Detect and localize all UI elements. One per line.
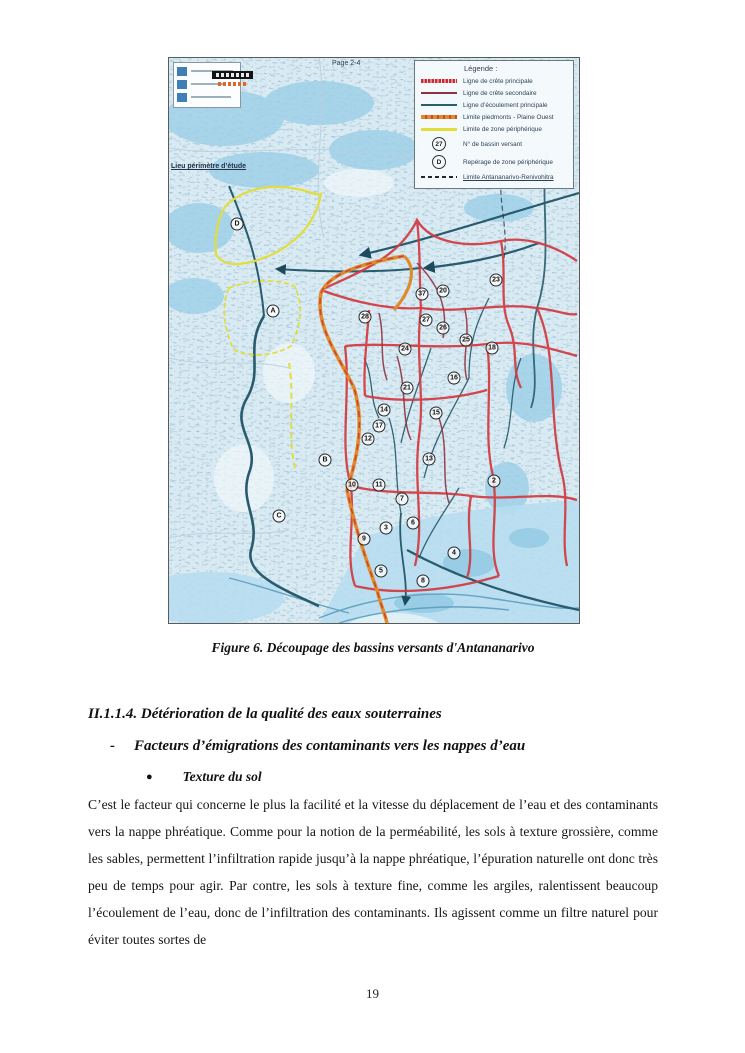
legend-item-label: Limite piedmonts - Plaine Ouest [463, 113, 554, 121]
logo-square-icon [177, 80, 187, 89]
legend-item-label: Ligne d’écoulement principale [463, 101, 548, 109]
legend-item [420, 113, 570, 121]
legend-item [420, 89, 570, 97]
sub-item [110, 738, 525, 755]
basin-marker-25: 25 [460, 334, 473, 347]
legend-swatch-ecoulement-icon [421, 104, 457, 107]
sub-item-dash: - [110, 738, 115, 754]
page-number: 19 [366, 986, 379, 1001]
legend-item [420, 101, 570, 109]
basin-marker-7: 7 [396, 493, 409, 506]
legend-item-label: N° de bassin versant [463, 140, 523, 148]
legend-item [420, 155, 570, 169]
basin-marker-4: 4 [448, 547, 461, 560]
section-heading: II.1.1.4. Détérioration de la qualité des eaux souterraines [88, 706, 442, 722]
basin-marker-18: 18 [486, 342, 499, 355]
basin-marker-2: 2 [488, 475, 501, 488]
basin-marker-12: 12 [362, 433, 375, 446]
map-page-ref: Page 2-4 [332, 60, 361, 67]
basin-marker-9: 9 [358, 533, 371, 546]
basin-marker-17: 17 [373, 420, 386, 433]
legend-swatch-peripherique-icon [421, 128, 457, 131]
figure-caption: Figure 6. Découpage des bassins versants d'Antananarivo [211, 640, 535, 655]
logo-square-icon [177, 93, 187, 102]
basin-marker-26: 26 [437, 322, 450, 335]
basin-marker-6: 6 [407, 517, 420, 530]
basin-marker-24: 24 [399, 343, 412, 356]
basin-marker-23: 23 [490, 274, 503, 287]
legend-item [420, 77, 570, 85]
basin-marker-3: 3 [380, 522, 393, 535]
legend-item [420, 173, 570, 181]
legend-swatch-crete-secondaire-icon [421, 92, 457, 95]
legend-item-label: Ligne de crête principale [463, 77, 533, 85]
legend-item [420, 125, 570, 133]
basin-marker-10: 10 [346, 479, 359, 492]
basin-marker-20: 20 [437, 285, 450, 298]
basin-marker-11: 11 [373, 479, 386, 492]
legend-swatch-crete-principale-icon [421, 79, 457, 83]
legend-item [420, 137, 570, 151]
figure-map [168, 57, 580, 624]
zone-marker-C: C [273, 510, 286, 523]
basin-marker-14: 14 [378, 404, 391, 417]
basin-marker-37: 37 [416, 288, 429, 301]
basin-marker-5: 5 [375, 565, 388, 578]
basin-marker-15: 15 [430, 407, 443, 420]
legend-item-label: Repérage de zone périphérique [463, 158, 553, 166]
bullet-item [146, 769, 262, 785]
sub-item-label: Facteurs d’émigrations des contaminants vers les nappes d’eau [134, 738, 526, 754]
legend-swatch-circle-27-icon: 27 [432, 137, 446, 151]
map-banner [212, 71, 253, 79]
basin-marker-16: 16 [448, 372, 461, 385]
bullet-icon: ● [146, 771, 153, 783]
logo-square-icon [177, 67, 187, 76]
zone-marker-D: D [231, 218, 244, 231]
basin-marker-21: 21 [401, 382, 414, 395]
legend-swatch-piedmont-icon [421, 115, 457, 119]
legend-swatch-antananarivo-icon [421, 176, 457, 179]
legend-swatch-circle-D-icon: D [432, 155, 446, 169]
bullet-item-label: Texture du sol [182, 769, 262, 784]
basin-marker-8: 8 [417, 575, 430, 588]
legend-item-label: Limite Antananarivo-Renivohitra [463, 173, 554, 181]
basin-marker-27: 27 [420, 314, 433, 327]
basin-marker-13: 13 [423, 453, 436, 466]
map-banner-subtitle [218, 82, 246, 86]
legend-items [420, 77, 570, 181]
map-study-area-note: Lieu périmètre d’étude [171, 163, 247, 170]
map-legend [414, 60, 574, 189]
legend-item-label: Ligne de crête secondaire [463, 89, 537, 97]
legend-title: Légende : [464, 64, 498, 73]
body-paragraph: C’est le facteur qui concerne le plus la facilité et la vitesse du déplacement de l’eau et des contaminants vers la nappe phréatique. Comme pour la notion de la perméabilité, les sols à texture grossière, comme les sables, permettent l’infiltration rapide jusqu’à la nappe phréatique, l’épuration naturelle ont donc très peu de temps pour agir. Par contre, les sols à texture fine, comme les argiles, ralentissent beaucoup l’écoulement de l’eau, donc de l’infiltration des contaminants. Ils agissent comme un filtre naturel pour éviter toutes sortes de [88, 797, 658, 947]
basin-marker-28: 28 [359, 311, 372, 324]
zone-marker-A: A [267, 305, 280, 318]
legend-item-label: Limite de zone périphérique [463, 125, 542, 133]
zone-marker-B: B [319, 454, 332, 467]
